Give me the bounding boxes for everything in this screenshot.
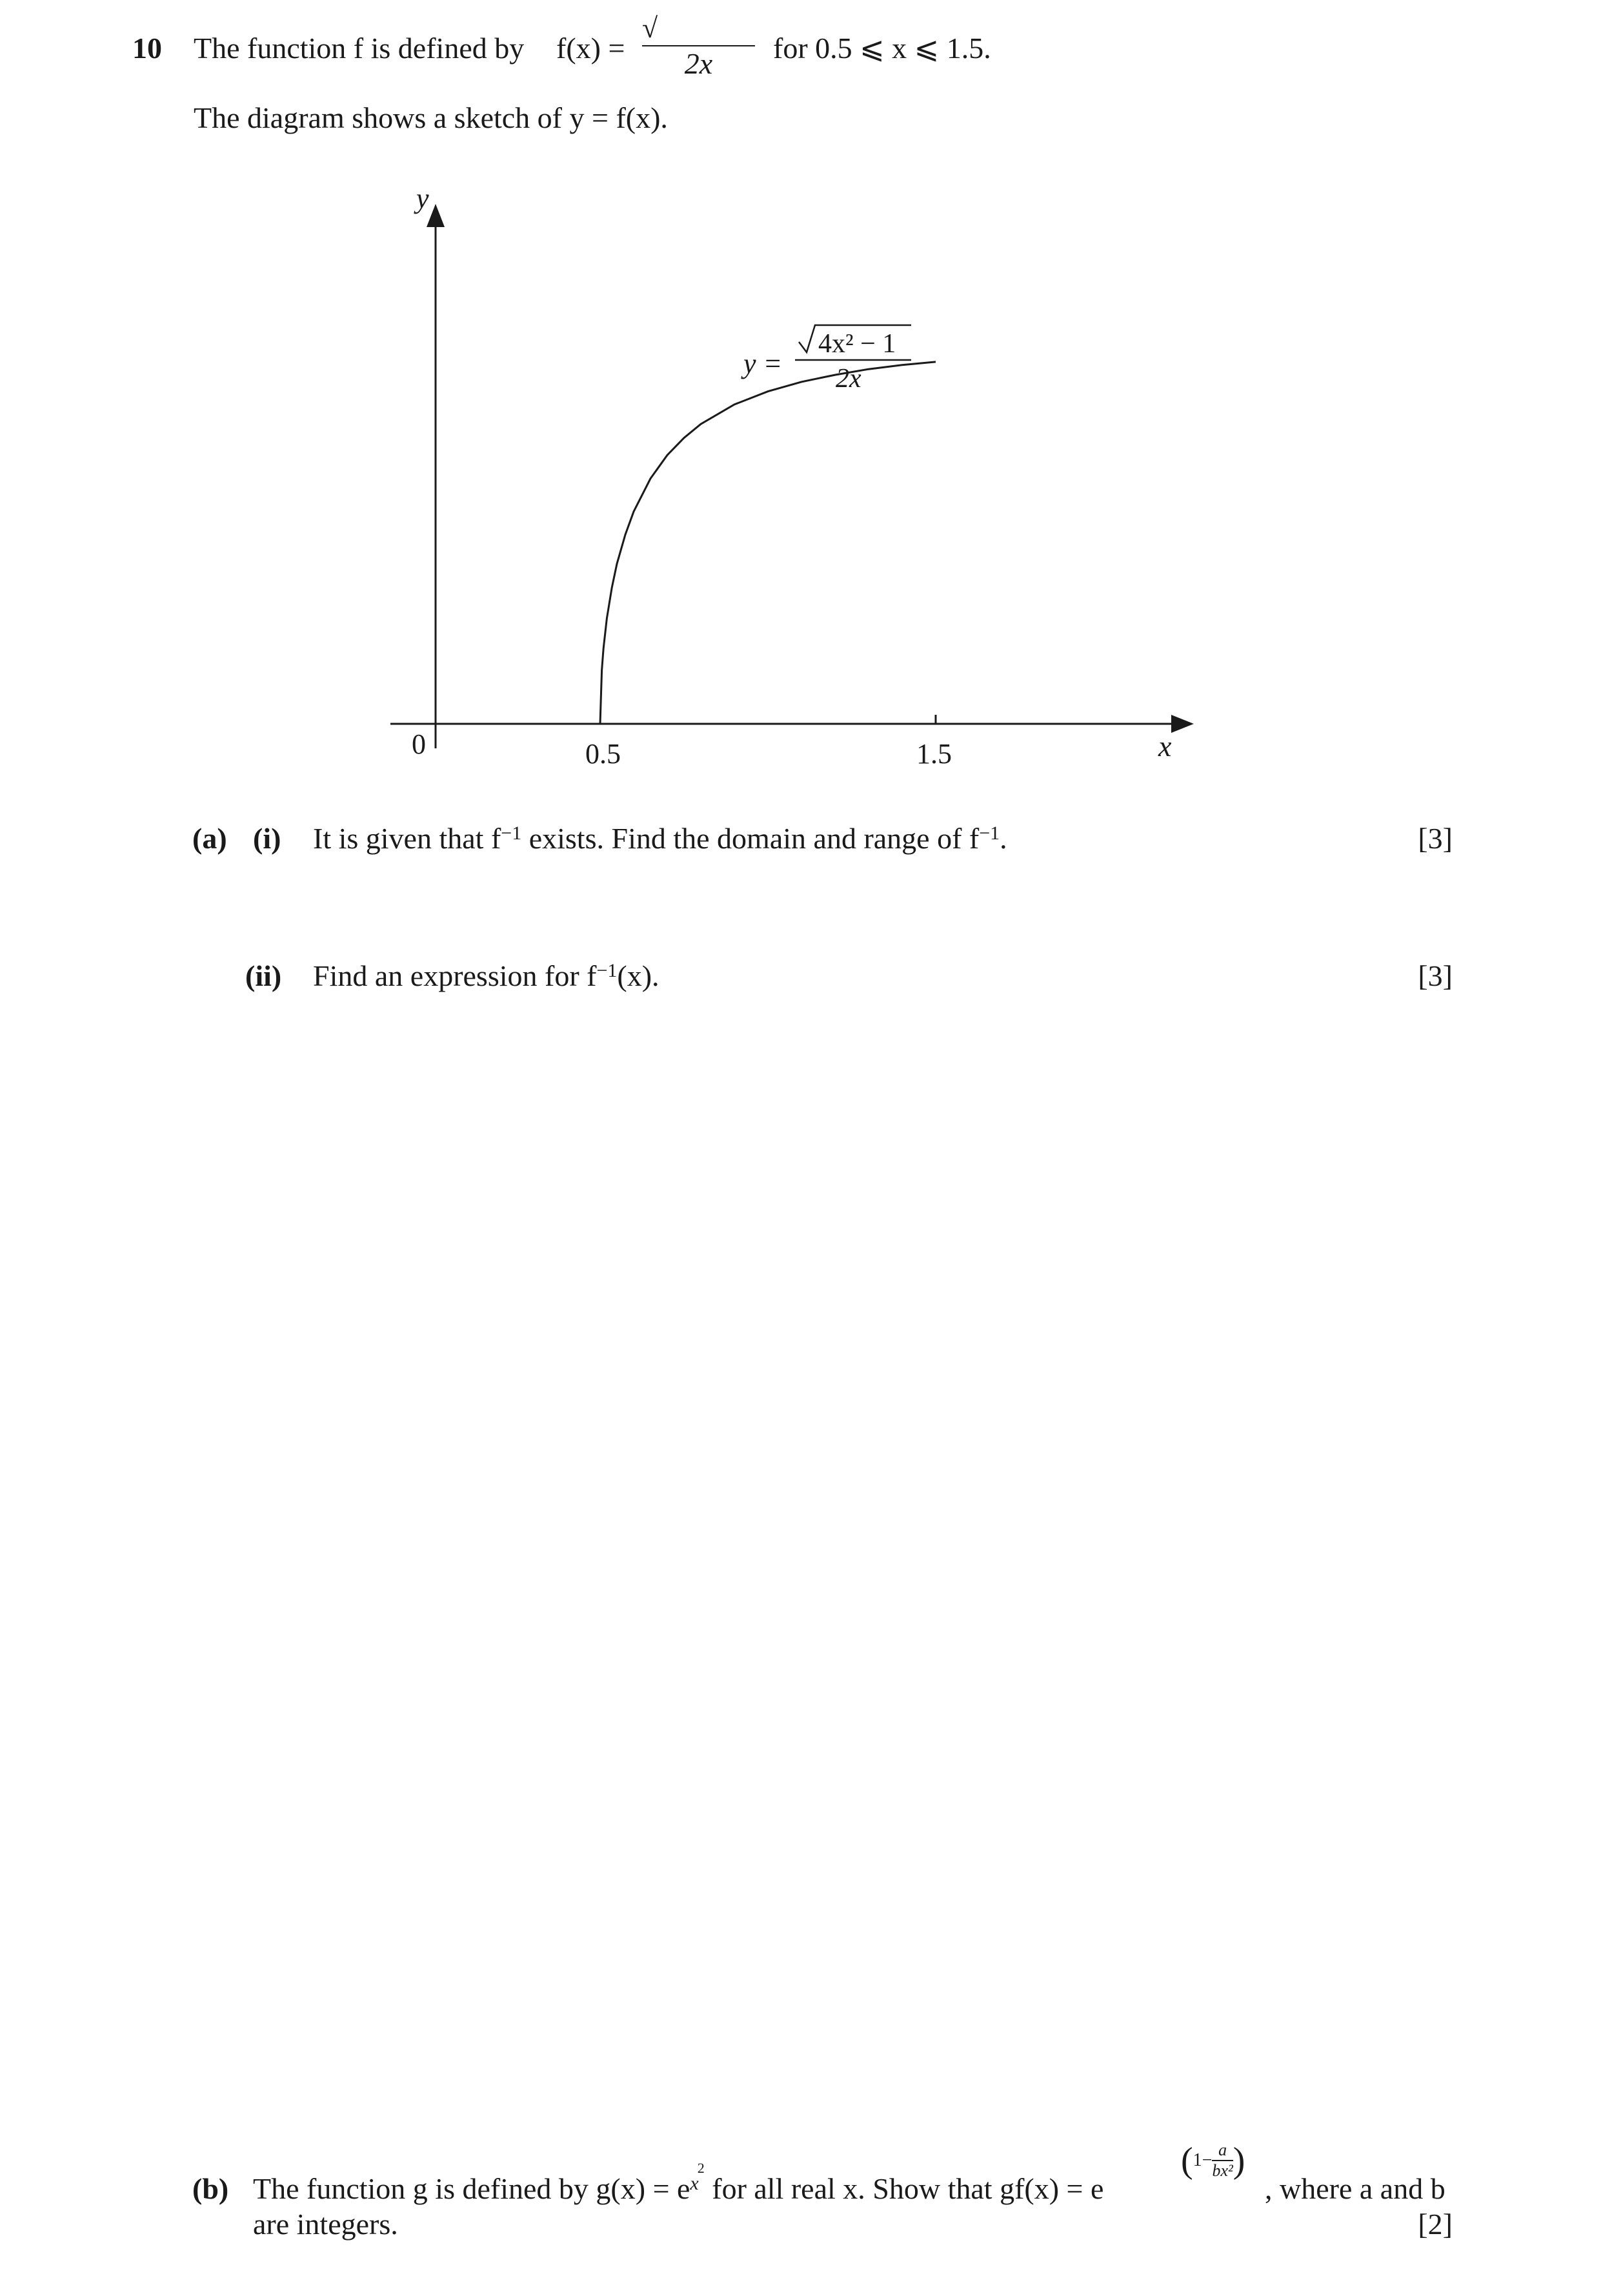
part-a-label: (a) xyxy=(192,822,227,855)
exponent-denominator: bx² xyxy=(1212,2161,1233,2180)
inverse-superscript: −1 xyxy=(979,823,1000,844)
part-b-text-line1 xyxy=(253,2160,1104,2205)
part-a-i-text-3: . xyxy=(1000,822,1007,855)
x-tick-label-0.5: 0.5 xyxy=(585,738,621,770)
part-a-ii-text xyxy=(313,961,660,991)
function-lhs: f(x) = xyxy=(556,32,625,65)
function-denominator: 2x xyxy=(684,47,713,80)
question-number: 10 xyxy=(132,32,162,65)
part-a-i-text-2: exists. Find the domain and range of f xyxy=(521,822,980,855)
x-axis-arrowhead xyxy=(1171,715,1194,733)
exponent-fraction xyxy=(1212,2142,1233,2179)
y-axis-arrowhead xyxy=(427,204,445,227)
x-tick-label-1.5: 1.5 xyxy=(916,738,952,770)
function-curve xyxy=(600,362,936,724)
part-a-ii-text-2: (x). xyxy=(617,959,660,992)
part-b-text-4: are integers. xyxy=(253,2208,398,2241)
curve-label-lhs: y = xyxy=(743,348,783,379)
function-domain: for 0.5 ⩽ x ⩽ 1.5. xyxy=(773,32,991,65)
part-a-i-marks: [3] xyxy=(1418,822,1453,855)
inverse-superscript: −1 xyxy=(596,960,618,981)
part-a-i-label: (i) xyxy=(253,822,281,855)
part-a-ii-marks: [3] xyxy=(1418,959,1453,992)
part-b-text-3: , where a and b xyxy=(1265,2172,1445,2205)
part-b-marks: [2] xyxy=(1418,2208,1453,2241)
g-exponent-square: 2 xyxy=(697,2160,705,2176)
part-b-label: (b) xyxy=(192,2172,229,2205)
origin-label: 0 xyxy=(412,728,426,760)
exponent-close-paren: ) xyxy=(1233,2141,1245,2181)
part-a-i-text xyxy=(313,824,1007,854)
exponent-one-minus: 1− xyxy=(1193,2150,1213,2170)
part-b-text-2: for all real x. Show that gf(x) = e xyxy=(704,2172,1104,2205)
g-exponent xyxy=(690,2160,705,2194)
g-exponent-x: x xyxy=(690,2173,699,2194)
gf-exponent xyxy=(1181,2142,1245,2179)
intro-text: The function f is defined by xyxy=(194,32,525,65)
part-a-ii-label: (ii) xyxy=(245,959,282,992)
function-numerator: √ xyxy=(642,14,755,46)
y-axis-label: y xyxy=(416,183,429,214)
part-a-ii-text-1: Find an expression for f xyxy=(313,959,597,992)
part-b-text-1: The function g is defined by g(x) = e xyxy=(253,2172,690,2205)
part-a-i-text-1: It is given that f xyxy=(313,822,501,855)
exponent-open-paren: ( xyxy=(1181,2141,1193,2181)
x-axis-label: x xyxy=(1158,730,1172,763)
diagram-intro: The diagram shows a sketch of y = f(x). xyxy=(194,101,668,134)
function-graph xyxy=(0,0,1601,839)
inverse-superscript: −1 xyxy=(501,823,522,844)
exponent-numerator: a xyxy=(1212,2142,1233,2161)
curve-label-numerator: 4x² − 1 xyxy=(818,329,896,359)
curve-label-denominator: 2x xyxy=(836,364,861,394)
